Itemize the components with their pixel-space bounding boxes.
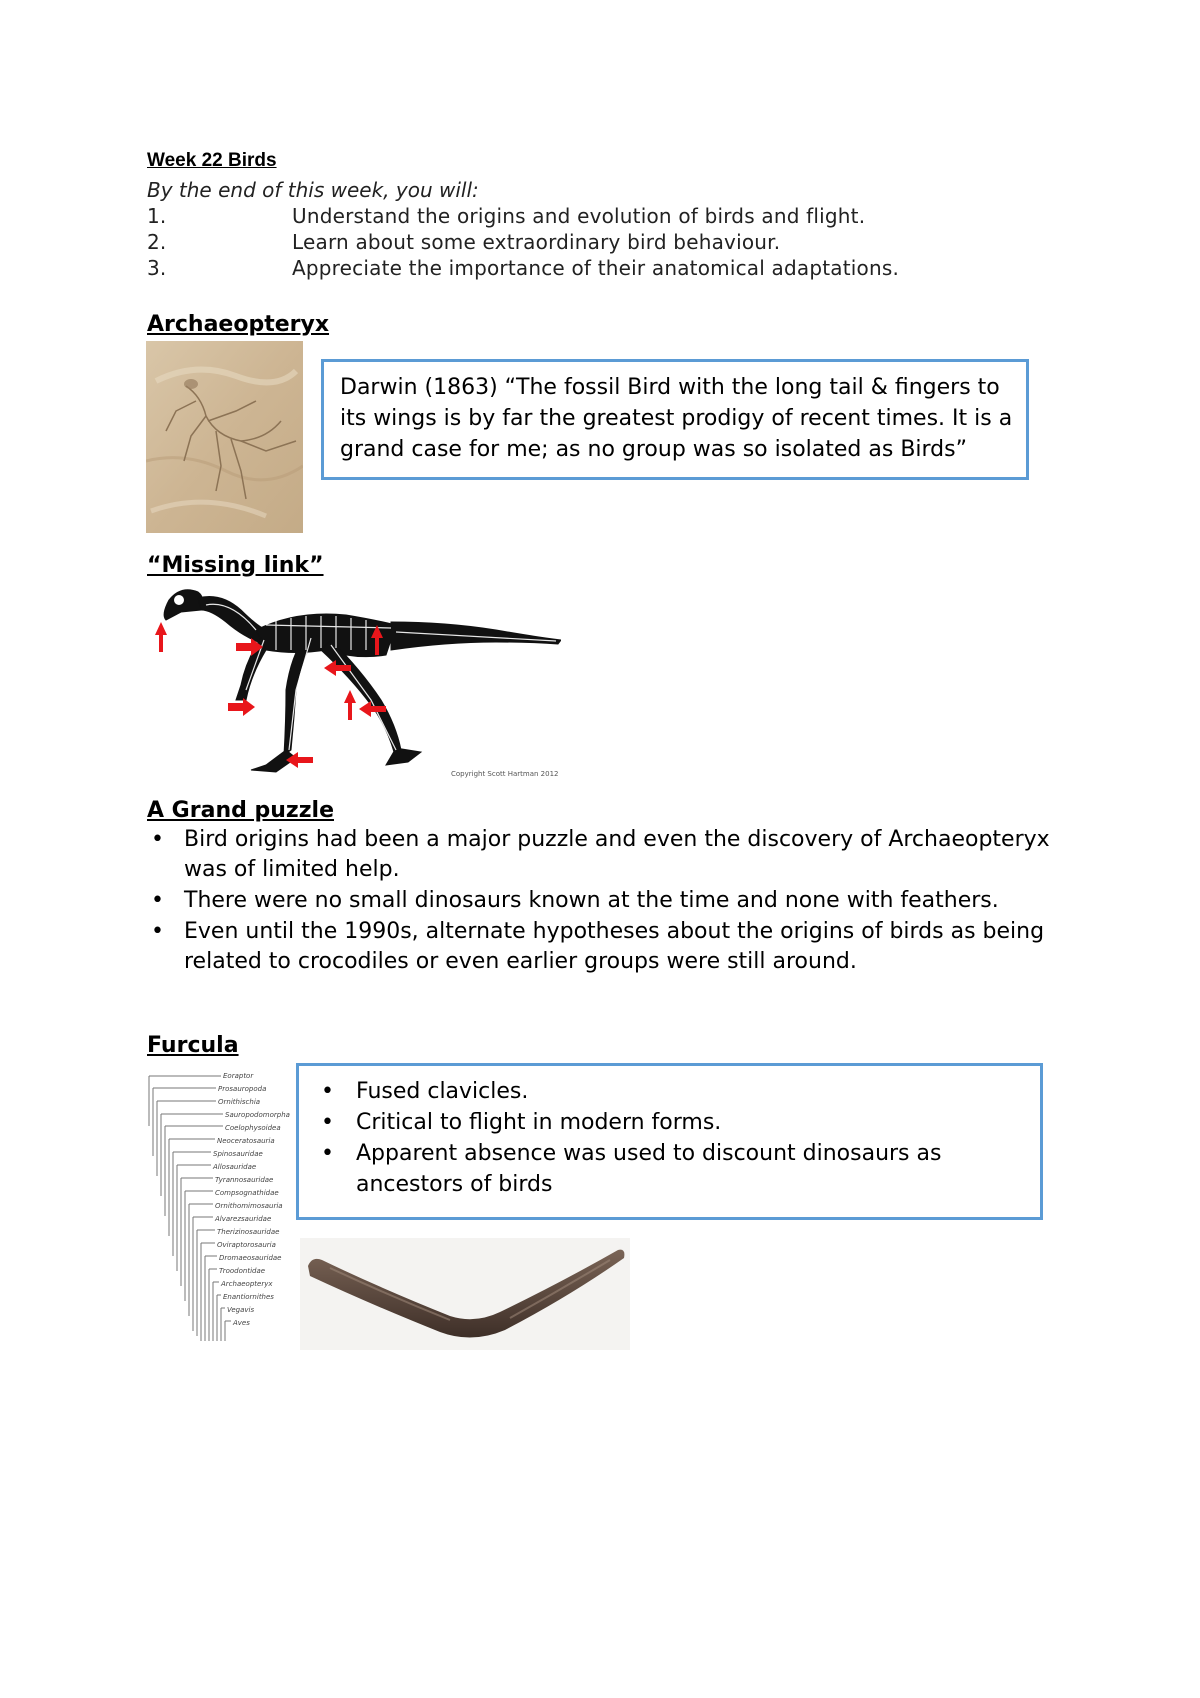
tree-label: Alvarezsauridae <box>215 1215 272 1223</box>
intro-text: By the end of this week, you will: <box>147 178 479 202</box>
theropod-skeleton-image <box>146 580 561 780</box>
tree-label: Enantiornithes <box>223 1293 274 1301</box>
missing-link-heading: “Missing link” <box>147 553 324 578</box>
tree-label: Dromaeosauridae <box>219 1254 282 1262</box>
list-item-text: Critical to flight in modern forms. <box>356 1110 722 1135</box>
list-item-text: Apparent absence was used to discount dinosaurs as ancestors of birds <box>356 1141 942 1197</box>
objective-text: Appreciate the importance of their anatomical adaptations. <box>292 256 900 280</box>
bullet-icon: • <box>321 1079 334 1104</box>
grand-puzzle-heading: A Grand puzzle <box>147 798 334 823</box>
phylogenetic-tree-image <box>141 1066 306 1352</box>
list-item <box>311 1138 1031 1200</box>
tree-label: Troodontidae <box>219 1267 266 1275</box>
tree-label: Allosauridae <box>213 1163 257 1171</box>
objective-text: Learn about some extraordinary bird behaviour. <box>292 230 781 254</box>
objective-number: 3. <box>147 256 167 280</box>
bullet-icon: • <box>151 919 164 944</box>
bullet-icon: • <box>151 888 164 913</box>
archaeopteryx-fossil-image <box>146 341 303 533</box>
tree-label: Aves <box>233 1319 250 1327</box>
tree-label: Prosauropoda <box>218 1085 267 1093</box>
grand-puzzle-list <box>147 825 1077 978</box>
tree-label: Therizinosauridae <box>217 1228 280 1236</box>
list-item-text: Fused clavicles. <box>356 1079 529 1104</box>
tree-label: Sauropodomorpha <box>225 1111 290 1119</box>
copyright-label: Copyright Scott Hartman 2012 <box>451 770 559 778</box>
list-item <box>147 886 1077 916</box>
tree-label: Vegavis <box>227 1306 255 1314</box>
tree-label: Archaeopteryx <box>221 1280 273 1288</box>
tree-label: Eoraptor <box>223 1072 254 1080</box>
tree-label: Ornithischia <box>218 1098 261 1106</box>
list-item <box>147 917 1077 977</box>
tree-label: Ornithomimosauria <box>215 1202 283 1210</box>
tree-label: Tyrannosauridae <box>215 1176 274 1184</box>
tree-label: Neoceratosauria <box>217 1137 275 1145</box>
bullet-icon: • <box>321 1110 334 1135</box>
archaeopteryx-heading: Archaeopteryx <box>147 312 330 337</box>
objective-number: 1. <box>147 204 167 228</box>
furcula-facts-box <box>296 1063 1043 1220</box>
tree-label: Compsognathidae <box>215 1189 279 1197</box>
darwin-quote-text: Darwin (1863) “The fossil Bird with the long tail & fingers to its wings is by far the greatest prodigy of recent times. It is a grand case for me; as no group was so isolated as Birds” <box>340 375 1013 462</box>
tree-label: Oviraptorosauria <box>217 1241 276 1249</box>
list-item-text: There were no small dinosaurs known at the time and none with feathers. <box>184 888 999 913</box>
darwin-quote-box <box>321 359 1029 480</box>
list-item <box>147 825 1077 885</box>
page-title: Week 22 Birds <box>147 150 277 171</box>
tree-label: Spinosauridae <box>213 1150 263 1158</box>
list-item-text: Bird origins had been a major puzzle and even the discovery of Archaeopteryx was of limited help. <box>184 827 1050 882</box>
furcula-bone-image <box>300 1238 630 1350</box>
bullet-icon: • <box>151 827 164 852</box>
list-item-text: Even until the 1990s, alternate hypotheses about the origins of birds as being related to crocodiles or even earlier groups were still around. <box>184 919 1045 974</box>
bullet-icon: • <box>321 1141 334 1166</box>
list-item <box>311 1107 1031 1138</box>
objective-text: Understand the origins and evolution of birds and flight. <box>292 204 866 228</box>
tree-label: Coelophysoidea <box>225 1124 281 1132</box>
objective-number: 2. <box>147 230 167 254</box>
list-item <box>311 1076 1031 1107</box>
furcula-heading: Furcula <box>147 1033 239 1058</box>
